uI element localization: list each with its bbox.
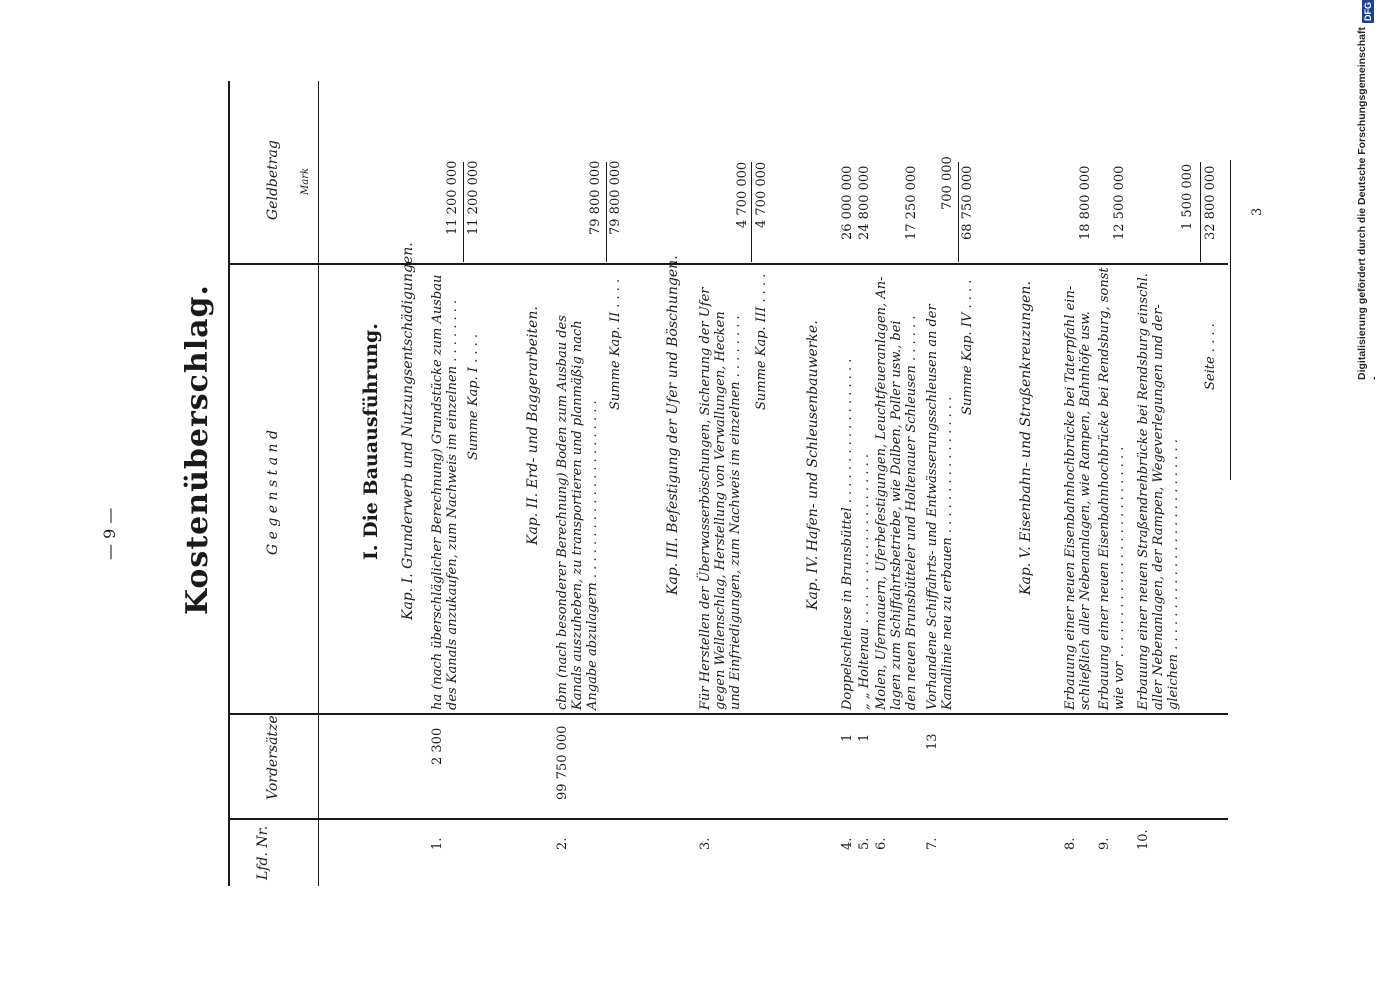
item-text-line: lagen zum Schiffahrtsbetriebe, wie Dalben, Poller usw., bei xyxy=(889,320,904,710)
header-gegenstand: G e g e n s t a n d xyxy=(265,430,281,555)
col-rule-2 xyxy=(228,713,1228,715)
table-bottom-rule xyxy=(1230,160,1231,480)
item-text-line: gegen Wellenschlag, Herstellung von Verwallungen, Hecken xyxy=(713,311,728,710)
sum-rule xyxy=(751,162,752,262)
header-mark: Mark xyxy=(300,167,311,195)
item-nr: 1. xyxy=(430,837,445,850)
item-text-line: ha (nach überschläglicher Berechnung) Grundstücke zum Ausbau xyxy=(430,274,445,710)
item-text-line: Angabe abzulagern . . . . . . . . . . . . . . . . . . . . . . xyxy=(585,400,600,710)
chapter-title: Kap. IV. Hafen- und Schleusenbauwerke. xyxy=(805,320,821,610)
header-vordersaetze: Vordersätze xyxy=(265,715,281,800)
item-qty: 1 xyxy=(857,733,872,742)
item-amount: 26 000 000 xyxy=(840,165,855,240)
item-qty: 13 xyxy=(925,733,940,750)
chapter-sum: 4 700 000 xyxy=(754,161,769,228)
item-amount: 11 200 000 xyxy=(445,160,460,235)
sum-rule xyxy=(606,162,607,262)
item-amount: 24 800 000 xyxy=(857,165,872,240)
item-nr: 5. xyxy=(857,837,872,850)
part-title: I. Die Bauausführung. xyxy=(360,323,382,560)
chapter-title: Kap. III. Befestigung der Ufer und Böschungen. xyxy=(665,255,681,595)
chapter-sum: 79 800 000 xyxy=(608,160,623,235)
item-text-line: cbm (nach besonderer Berechnung) Boden zum Ausbau des xyxy=(555,315,570,710)
chapter-sum-label: Summe Kap. IV . . . . xyxy=(960,279,975,415)
chapter-sum-label: Summe Kap. II . . . . xyxy=(608,278,623,410)
chapter-title: Kap. V. Eisenbahn- und Straßenkreuzungen. xyxy=(1018,281,1034,595)
item-text-line: des Kanals anzukaufen, zum Nachweis im einzelnen . . . . . . . . xyxy=(445,299,460,710)
item-text-line: schließlich aller Nebenanlagen, wie Rampen, Bahnhöfe usw. xyxy=(1078,311,1093,710)
chapter-title: Kap. I. Grunderwerb und Nutzungsentschädigungen. xyxy=(400,242,416,620)
item-text-line: Vorhandene Schiffahrts- und Entwässerungsschleusen an der xyxy=(925,304,940,710)
chapter-title: Kap. II. Erd- und Baggerarbeiten. xyxy=(525,306,541,545)
item-text-line: aller Nebenanlagen, der Rampen, Wegeverlegungen und der- xyxy=(1151,304,1166,710)
item-amount: 4 700 000 xyxy=(735,161,750,228)
digitization-notice xyxy=(1352,0,1383,1000)
item-amount: 79 800 000 xyxy=(588,160,603,235)
item-amount: 700 000 xyxy=(940,156,955,210)
item-text-line: Erbauung einer neuen Straßendrehbrücke bei Rendsburg einschl. xyxy=(1136,273,1151,710)
page-number: — 9 — xyxy=(100,507,119,560)
chapter-sum: 11 200 000 xyxy=(466,160,481,235)
header-lfd-nr: Lfd. Nr. xyxy=(255,825,271,880)
digitization-text: Digitalisierung gefördert durch die Deutsche Forschungsgemeinschaft - xyxy=(1355,27,1380,380)
item-nr: 8. xyxy=(1063,837,1078,850)
item-text-line: Doppelschleuse in Brunsbüttel . . . . . . . . . . . . . . . . . . xyxy=(840,358,855,710)
item-qty: 2 300 xyxy=(430,727,445,765)
item-text-line: Erbauung einer neuen Eisenbahnhochbrücke bei Rendsburg, sonst xyxy=(1097,267,1112,710)
item-amount: 18 800 000 xyxy=(1078,165,1093,240)
item-nr: 3. xyxy=(698,837,713,850)
item-nr: 10. xyxy=(1136,829,1151,850)
item-amount: 12 500 000 xyxy=(1112,165,1127,240)
item-text-line: Erbauung einer neuen Eisenbahnhochbrücke bei Taterpfahl ein- xyxy=(1063,285,1078,710)
item-amount: 17 250 000 xyxy=(904,165,919,240)
item-text-line: und Einfriedigungen, zum Nachweis im einzelnen . . . . . . . . xyxy=(728,315,743,710)
item-text-line: den neuen Brunsbütteler und Holtenauer Schleusen . . . . . . xyxy=(904,315,919,710)
sum-rule xyxy=(958,162,959,262)
dfg-logo: DFG xyxy=(1362,2,1373,21)
page-title: Kostenüberschlag. xyxy=(180,284,215,615)
item-text-line: Für Herstellen der Überwasserböschungen, Sicherung der Ufer xyxy=(698,287,713,710)
page-sum-label: Seite . . . . xyxy=(1203,323,1218,390)
item-text-line: wie vor . . . . . . . . . . . . . . . . . . . . . . . . . . xyxy=(1112,446,1127,710)
chapter-sum-label: Summe Kap. III . . . . xyxy=(754,273,769,410)
item-nr: 2. xyxy=(555,837,570,850)
chapter-sum: 68 750 000 xyxy=(960,165,975,240)
header-bottom-rule xyxy=(318,81,319,886)
col-rule-1 xyxy=(228,818,1228,820)
item-text-line: Kanals auszuheben, zu transportieren und planmäßig nach xyxy=(570,320,585,710)
item-nr: 7. xyxy=(925,837,940,850)
sum-rule xyxy=(463,162,464,262)
item-nr: 4. xyxy=(840,837,855,850)
table-top-rule xyxy=(228,81,230,886)
item-text-line: „ „ Holtenau . . . . . . . . . . . . . . . . . . . . . xyxy=(857,453,872,710)
item-text-line: Molen, Ufermauern, Uferbefestigungen, Leuchtfeueranlagen, An- xyxy=(874,276,889,710)
footer-mark: 3 xyxy=(1250,207,1265,216)
item-nr: 9. xyxy=(1097,837,1112,850)
item-amount: 1 500 000 xyxy=(1180,163,1195,230)
item-qty: 1 xyxy=(840,733,855,742)
col-rule-3 xyxy=(228,263,1228,265)
item-text-line: Kanallinie neu zu erbauen . . . . . . . . . . . . . . . . . xyxy=(940,396,955,710)
page-sum: 32 800 000 xyxy=(1203,165,1218,240)
item-qty: 99 750 000 xyxy=(555,725,570,800)
chapter-sum-label: Summe Kap. I . . . . xyxy=(466,333,481,460)
header-geldbetrag: Geldbetrag xyxy=(265,140,281,220)
item-nr: 6. xyxy=(874,837,889,850)
item-text-line: gleichen . . . . . . . . . . . . . . . . . . . . . . . . . . xyxy=(1166,439,1181,710)
sum-rule xyxy=(1200,162,1201,262)
